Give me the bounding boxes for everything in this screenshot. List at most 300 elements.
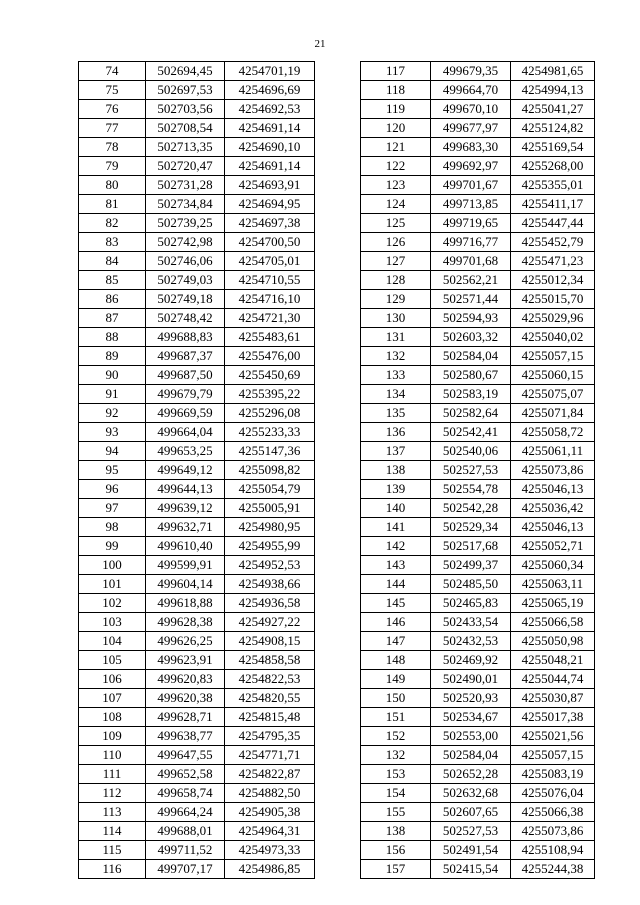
x-coordinate-cell: 502632,68 xyxy=(431,784,511,803)
point-number-cell: 122 xyxy=(361,157,431,176)
table-row xyxy=(361,252,595,271)
table-row xyxy=(361,765,595,784)
point-number-cell: 99 xyxy=(79,537,146,556)
y-coordinate-cell: 4254986,85 xyxy=(225,860,315,879)
point-number-cell: 87 xyxy=(79,309,146,328)
y-coordinate-cell: 4255040,02 xyxy=(511,328,595,347)
point-number-cell: 90 xyxy=(79,366,146,385)
y-coordinate-cell: 4254771,71 xyxy=(225,746,315,765)
table-row xyxy=(361,195,595,214)
x-coordinate-cell: 502652,28 xyxy=(431,765,511,784)
x-coordinate-cell: 502734,84 xyxy=(146,195,225,214)
y-coordinate-cell: 4255355,01 xyxy=(511,176,595,195)
y-coordinate-cell: 4255058,72 xyxy=(511,423,595,442)
point-number-cell: 82 xyxy=(79,214,146,233)
y-coordinate-cell: 4255017,38 xyxy=(511,708,595,727)
point-number-cell: 139 xyxy=(361,480,431,499)
table-row xyxy=(361,651,595,670)
table-row xyxy=(361,822,595,841)
y-coordinate-cell: 4254694,95 xyxy=(225,195,315,214)
point-number-cell: 152 xyxy=(361,727,431,746)
y-coordinate-cell: 4255060,15 xyxy=(511,366,595,385)
x-coordinate-cell: 499687,37 xyxy=(146,347,225,366)
table-row xyxy=(79,119,315,138)
table-row xyxy=(79,708,315,727)
point-number-cell: 81 xyxy=(79,195,146,214)
table-row xyxy=(79,480,315,499)
table-row xyxy=(79,176,315,195)
y-coordinate-cell: 4254981,65 xyxy=(511,62,595,81)
y-coordinate-cell: 4255124,82 xyxy=(511,119,595,138)
point-number-cell: 85 xyxy=(79,271,146,290)
y-coordinate-cell: 4255296,08 xyxy=(225,404,315,423)
y-coordinate-cell: 4255098,82 xyxy=(225,461,315,480)
x-coordinate-cell: 499652,58 xyxy=(146,765,225,784)
page-number: 21 xyxy=(314,38,326,50)
y-coordinate-cell: 4255063,11 xyxy=(511,575,595,594)
table-row xyxy=(361,290,595,309)
y-coordinate-cell: 4254697,38 xyxy=(225,214,315,233)
x-coordinate-cell: 502432,53 xyxy=(431,632,511,651)
x-coordinate-cell: 499677,97 xyxy=(431,119,511,138)
point-number-cell: 110 xyxy=(79,746,146,765)
y-coordinate-cell: 4254973,33 xyxy=(225,841,315,860)
table-row xyxy=(361,347,595,366)
table-row xyxy=(79,803,315,822)
table-row xyxy=(79,632,315,651)
y-coordinate-cell: 4255244,38 xyxy=(511,860,595,879)
point-number-cell: 109 xyxy=(79,727,146,746)
table-row xyxy=(361,461,595,480)
point-number-cell: 148 xyxy=(361,651,431,670)
y-coordinate-cell: 4255073,86 xyxy=(511,461,595,480)
point-number-cell: 154 xyxy=(361,784,431,803)
y-coordinate-cell: 4255046,13 xyxy=(511,518,595,537)
y-coordinate-cell: 4254964,31 xyxy=(225,822,315,841)
x-coordinate-cell: 502553,00 xyxy=(431,727,511,746)
y-coordinate-cell: 4254820,55 xyxy=(225,689,315,708)
point-number-cell: 134 xyxy=(361,385,431,404)
point-number-cell: 146 xyxy=(361,613,431,632)
y-coordinate-cell: 4254693,91 xyxy=(225,176,315,195)
y-coordinate-cell: 4254994,13 xyxy=(511,81,595,100)
point-number-cell: 135 xyxy=(361,404,431,423)
table-row xyxy=(79,499,315,518)
x-coordinate-cell: 502742,98 xyxy=(146,233,225,252)
x-coordinate-cell: 502731,28 xyxy=(146,176,225,195)
table-row xyxy=(79,309,315,328)
point-number-cell: 151 xyxy=(361,708,431,727)
table-body-left xyxy=(79,62,315,879)
point-number-cell: 156 xyxy=(361,841,431,860)
table-row xyxy=(361,499,595,518)
point-number-cell: 94 xyxy=(79,442,146,461)
point-number-cell: 128 xyxy=(361,271,431,290)
point-number-cell: 127 xyxy=(361,252,431,271)
x-coordinate-cell: 499623,91 xyxy=(146,651,225,670)
y-coordinate-cell: 4254938,66 xyxy=(225,575,315,594)
point-number-cell: 120 xyxy=(361,119,431,138)
table-row xyxy=(361,366,595,385)
table-row xyxy=(361,138,595,157)
y-coordinate-cell: 4255452,79 xyxy=(511,233,595,252)
table-row xyxy=(361,385,595,404)
y-coordinate-cell: 4255044,74 xyxy=(511,670,595,689)
point-number-cell: 78 xyxy=(79,138,146,157)
table-row xyxy=(361,575,595,594)
x-coordinate-cell: 499701,68 xyxy=(431,252,511,271)
table-row xyxy=(361,480,595,499)
table-row xyxy=(361,233,595,252)
point-number-cell: 124 xyxy=(361,195,431,214)
table-body-right xyxy=(361,62,595,879)
y-coordinate-cell: 4254716,10 xyxy=(225,290,315,309)
point-number-cell: 130 xyxy=(361,309,431,328)
x-coordinate-cell: 502415,54 xyxy=(431,860,511,879)
point-number-cell: 96 xyxy=(79,480,146,499)
y-coordinate-cell: 4254952,53 xyxy=(225,556,315,575)
table-row xyxy=(79,727,315,746)
x-coordinate-cell: 499719,65 xyxy=(431,214,511,233)
x-coordinate-cell: 502749,03 xyxy=(146,271,225,290)
table-row xyxy=(361,594,595,613)
y-coordinate-cell: 4255169,54 xyxy=(511,138,595,157)
y-coordinate-cell: 4255021,56 xyxy=(511,727,595,746)
point-number-cell: 108 xyxy=(79,708,146,727)
y-coordinate-cell: 4255073,86 xyxy=(511,822,595,841)
x-coordinate-cell: 499664,24 xyxy=(146,803,225,822)
table-row xyxy=(79,575,315,594)
y-coordinate-cell: 4255005,91 xyxy=(225,499,315,518)
y-coordinate-cell: 4254822,53 xyxy=(225,670,315,689)
point-number-cell: 84 xyxy=(79,252,146,271)
x-coordinate-cell: 502527,53 xyxy=(431,822,511,841)
table-row xyxy=(79,347,315,366)
x-coordinate-cell: 499599,91 xyxy=(146,556,225,575)
table-row xyxy=(361,689,595,708)
y-coordinate-cell: 4255411,17 xyxy=(511,195,595,214)
point-number-cell: 138 xyxy=(361,822,431,841)
point-number-cell: 91 xyxy=(79,385,146,404)
table-row xyxy=(79,366,315,385)
point-number-cell: 86 xyxy=(79,290,146,309)
y-coordinate-cell: 4254955,99 xyxy=(225,537,315,556)
y-coordinate-cell: 4254822,87 xyxy=(225,765,315,784)
y-coordinate-cell: 4255066,38 xyxy=(511,803,595,822)
y-coordinate-cell: 4255054,79 xyxy=(225,480,315,499)
x-coordinate-cell: 502529,34 xyxy=(431,518,511,537)
table-row xyxy=(79,518,315,537)
table-row xyxy=(79,195,315,214)
x-coordinate-cell: 499653,25 xyxy=(146,442,225,461)
y-coordinate-cell: 4255061,11 xyxy=(511,442,595,461)
point-number-cell: 147 xyxy=(361,632,431,651)
x-coordinate-cell: 499687,50 xyxy=(146,366,225,385)
table-row xyxy=(79,537,315,556)
table-row xyxy=(79,233,315,252)
y-coordinate-cell: 4254705,01 xyxy=(225,252,315,271)
table-row xyxy=(79,822,315,841)
x-coordinate-cell: 499632,71 xyxy=(146,518,225,537)
table-row xyxy=(361,214,595,233)
point-number-cell: 132 xyxy=(361,746,431,765)
y-coordinate-cell: 4254908,15 xyxy=(225,632,315,651)
x-coordinate-cell: 499604,14 xyxy=(146,575,225,594)
table-row xyxy=(361,271,595,290)
table-row xyxy=(79,271,315,290)
point-number-cell: 107 xyxy=(79,689,146,708)
table-row xyxy=(361,442,595,461)
x-coordinate-cell: 502490,01 xyxy=(431,670,511,689)
x-coordinate-cell: 502562,21 xyxy=(431,271,511,290)
y-coordinate-cell: 4255046,13 xyxy=(511,480,595,499)
table-row xyxy=(361,613,595,632)
y-coordinate-cell: 4254701,19 xyxy=(225,62,315,81)
y-coordinate-cell: 4254691,14 xyxy=(225,119,315,138)
point-number-cell: 114 xyxy=(79,822,146,841)
x-coordinate-cell: 502554,78 xyxy=(431,480,511,499)
coordinates-table-left xyxy=(78,61,315,879)
y-coordinate-cell: 4255071,84 xyxy=(511,404,595,423)
point-number-cell: 141 xyxy=(361,518,431,537)
x-coordinate-cell: 502697,53 xyxy=(146,81,225,100)
y-coordinate-cell: 4255057,15 xyxy=(511,746,595,765)
x-coordinate-cell: 499713,85 xyxy=(431,195,511,214)
table-row xyxy=(361,784,595,803)
point-number-cell: 92 xyxy=(79,404,146,423)
table-row xyxy=(79,461,315,480)
table-row xyxy=(79,442,315,461)
point-number-cell: 121 xyxy=(361,138,431,157)
y-coordinate-cell: 4255015,70 xyxy=(511,290,595,309)
point-number-cell: 116 xyxy=(79,860,146,879)
y-coordinate-cell: 4254690,10 xyxy=(225,138,315,157)
x-coordinate-cell: 499716,77 xyxy=(431,233,511,252)
x-coordinate-cell: 499707,17 xyxy=(146,860,225,879)
table-row xyxy=(361,841,595,860)
point-number-cell: 83 xyxy=(79,233,146,252)
point-number-cell: 103 xyxy=(79,613,146,632)
x-coordinate-cell: 502708,54 xyxy=(146,119,225,138)
y-coordinate-cell: 4255233,33 xyxy=(225,423,315,442)
x-coordinate-cell: 502520,93 xyxy=(431,689,511,708)
x-coordinate-cell: 499670,10 xyxy=(431,100,511,119)
x-coordinate-cell: 499658,74 xyxy=(146,784,225,803)
point-number-cell: 76 xyxy=(79,100,146,119)
table-row xyxy=(361,860,595,879)
table-row xyxy=(361,62,595,81)
table-row xyxy=(79,423,315,442)
point-number-cell: 131 xyxy=(361,328,431,347)
table-row xyxy=(79,328,315,347)
y-coordinate-cell: 4255076,04 xyxy=(511,784,595,803)
point-number-cell: 93 xyxy=(79,423,146,442)
x-coordinate-cell: 502748,42 xyxy=(146,309,225,328)
x-coordinate-cell: 502720,47 xyxy=(146,157,225,176)
x-coordinate-cell: 502607,65 xyxy=(431,803,511,822)
table-row xyxy=(79,670,315,689)
table-row xyxy=(361,176,595,195)
table-row xyxy=(361,328,595,347)
table-row xyxy=(79,556,315,575)
table-row xyxy=(361,803,595,822)
table-row xyxy=(361,423,595,442)
y-coordinate-cell: 4255476,00 xyxy=(225,347,315,366)
y-coordinate-cell: 4255065,19 xyxy=(511,594,595,613)
point-number-cell: 113 xyxy=(79,803,146,822)
point-number-cell: 111 xyxy=(79,765,146,784)
x-coordinate-cell: 499620,38 xyxy=(146,689,225,708)
table-row xyxy=(79,100,315,119)
point-number-cell: 75 xyxy=(79,81,146,100)
point-number-cell: 149 xyxy=(361,670,431,689)
point-number-cell: 80 xyxy=(79,176,146,195)
y-coordinate-cell: 4255052,71 xyxy=(511,537,595,556)
point-number-cell: 102 xyxy=(79,594,146,613)
table-row xyxy=(361,537,595,556)
point-number-cell: 101 xyxy=(79,575,146,594)
table-row xyxy=(79,81,315,100)
x-coordinate-cell: 499664,70 xyxy=(431,81,511,100)
y-coordinate-cell: 4254980,95 xyxy=(225,518,315,537)
x-coordinate-cell: 499610,40 xyxy=(146,537,225,556)
y-coordinate-cell: 4255057,15 xyxy=(511,347,595,366)
table-row xyxy=(361,157,595,176)
x-coordinate-cell: 502517,68 xyxy=(431,537,511,556)
x-coordinate-cell: 499639,12 xyxy=(146,499,225,518)
y-coordinate-cell: 4255395,22 xyxy=(225,385,315,404)
x-coordinate-cell: 502594,93 xyxy=(431,309,511,328)
point-number-cell: 133 xyxy=(361,366,431,385)
x-coordinate-cell: 499701,67 xyxy=(431,176,511,195)
x-coordinate-cell: 502485,50 xyxy=(431,575,511,594)
point-number-cell: 145 xyxy=(361,594,431,613)
table-row xyxy=(361,100,595,119)
point-number-cell: 112 xyxy=(79,784,146,803)
x-coordinate-cell: 499669,59 xyxy=(146,404,225,423)
y-coordinate-cell: 4254858,58 xyxy=(225,651,315,670)
x-coordinate-cell: 502713,35 xyxy=(146,138,225,157)
y-coordinate-cell: 4254700,50 xyxy=(225,233,315,252)
x-coordinate-cell: 502739,25 xyxy=(146,214,225,233)
table-row xyxy=(79,404,315,423)
table-row xyxy=(79,689,315,708)
table-row xyxy=(361,119,595,138)
y-coordinate-cell: 4254691,14 xyxy=(225,157,315,176)
table-row xyxy=(79,841,315,860)
point-number-cell: 143 xyxy=(361,556,431,575)
x-coordinate-cell: 502542,28 xyxy=(431,499,511,518)
y-coordinate-cell: 4254905,38 xyxy=(225,803,315,822)
x-coordinate-cell: 499644,13 xyxy=(146,480,225,499)
table-row xyxy=(361,309,595,328)
x-coordinate-cell: 499626,25 xyxy=(146,632,225,651)
x-coordinate-cell: 502703,56 xyxy=(146,100,225,119)
y-coordinate-cell: 4255012,34 xyxy=(511,271,595,290)
point-number-cell: 119 xyxy=(361,100,431,119)
y-coordinate-cell: 4255048,21 xyxy=(511,651,595,670)
y-coordinate-cell: 4254692,53 xyxy=(225,100,315,119)
point-number-cell: 153 xyxy=(361,765,431,784)
table-row xyxy=(79,214,315,233)
x-coordinate-cell: 502527,53 xyxy=(431,461,511,480)
x-coordinate-cell: 502540,06 xyxy=(431,442,511,461)
point-number-cell: 137 xyxy=(361,442,431,461)
x-coordinate-cell: 502433,54 xyxy=(431,613,511,632)
x-coordinate-cell: 502542,41 xyxy=(431,423,511,442)
x-coordinate-cell: 499649,12 xyxy=(146,461,225,480)
point-number-cell: 117 xyxy=(361,62,431,81)
table-row xyxy=(79,765,315,784)
y-coordinate-cell: 4255483,61 xyxy=(225,328,315,347)
point-number-cell: 77 xyxy=(79,119,146,138)
x-coordinate-cell: 499638,77 xyxy=(146,727,225,746)
y-coordinate-cell: 4254795,35 xyxy=(225,727,315,746)
table-row xyxy=(79,62,315,81)
table-row xyxy=(79,594,315,613)
table-row xyxy=(361,632,595,651)
x-coordinate-cell: 502749,18 xyxy=(146,290,225,309)
y-coordinate-cell: 4255075,07 xyxy=(511,385,595,404)
table-row xyxy=(361,81,595,100)
x-coordinate-cell: 502694,45 xyxy=(146,62,225,81)
point-number-cell: 140 xyxy=(361,499,431,518)
x-coordinate-cell: 499683,30 xyxy=(431,138,511,157)
x-coordinate-cell: 499647,55 xyxy=(146,746,225,765)
point-number-cell: 142 xyxy=(361,537,431,556)
x-coordinate-cell: 499618,88 xyxy=(146,594,225,613)
x-coordinate-cell: 502499,37 xyxy=(431,556,511,575)
y-coordinate-cell: 4255050,98 xyxy=(511,632,595,651)
table-row xyxy=(79,860,315,879)
y-coordinate-cell: 4255066,58 xyxy=(511,613,595,632)
point-number-cell: 79 xyxy=(79,157,146,176)
y-coordinate-cell: 4254710,55 xyxy=(225,271,315,290)
point-number-cell: 97 xyxy=(79,499,146,518)
table-row xyxy=(361,404,595,423)
point-number-cell: 123 xyxy=(361,176,431,195)
point-number-cell: 129 xyxy=(361,290,431,309)
y-coordinate-cell: 4255471,23 xyxy=(511,252,595,271)
table-row xyxy=(79,613,315,632)
y-coordinate-cell: 4255147,36 xyxy=(225,442,315,461)
table-row xyxy=(79,290,315,309)
x-coordinate-cell: 502583,19 xyxy=(431,385,511,404)
x-coordinate-cell: 499688,01 xyxy=(146,822,225,841)
table-row xyxy=(361,518,595,537)
x-coordinate-cell: 502580,67 xyxy=(431,366,511,385)
point-number-cell: 155 xyxy=(361,803,431,822)
y-coordinate-cell: 4255060,34 xyxy=(511,556,595,575)
x-coordinate-cell: 502491,54 xyxy=(431,841,511,860)
y-coordinate-cell: 4254721,30 xyxy=(225,309,315,328)
y-coordinate-cell: 4255450,69 xyxy=(225,366,315,385)
x-coordinate-cell: 499628,71 xyxy=(146,708,225,727)
y-coordinate-cell: 4255036,42 xyxy=(511,499,595,518)
table-row xyxy=(361,727,595,746)
x-coordinate-cell: 499679,79 xyxy=(146,385,225,404)
point-number-cell: 125 xyxy=(361,214,431,233)
point-number-cell: 100 xyxy=(79,556,146,575)
y-coordinate-cell: 4255447,44 xyxy=(511,214,595,233)
x-coordinate-cell: 502603,32 xyxy=(431,328,511,347)
point-number-cell: 132 xyxy=(361,347,431,366)
x-coordinate-cell: 502584,04 xyxy=(431,746,511,765)
x-coordinate-cell: 499664,04 xyxy=(146,423,225,442)
point-number-cell: 98 xyxy=(79,518,146,537)
point-number-cell: 89 xyxy=(79,347,146,366)
point-number-cell: 106 xyxy=(79,670,146,689)
